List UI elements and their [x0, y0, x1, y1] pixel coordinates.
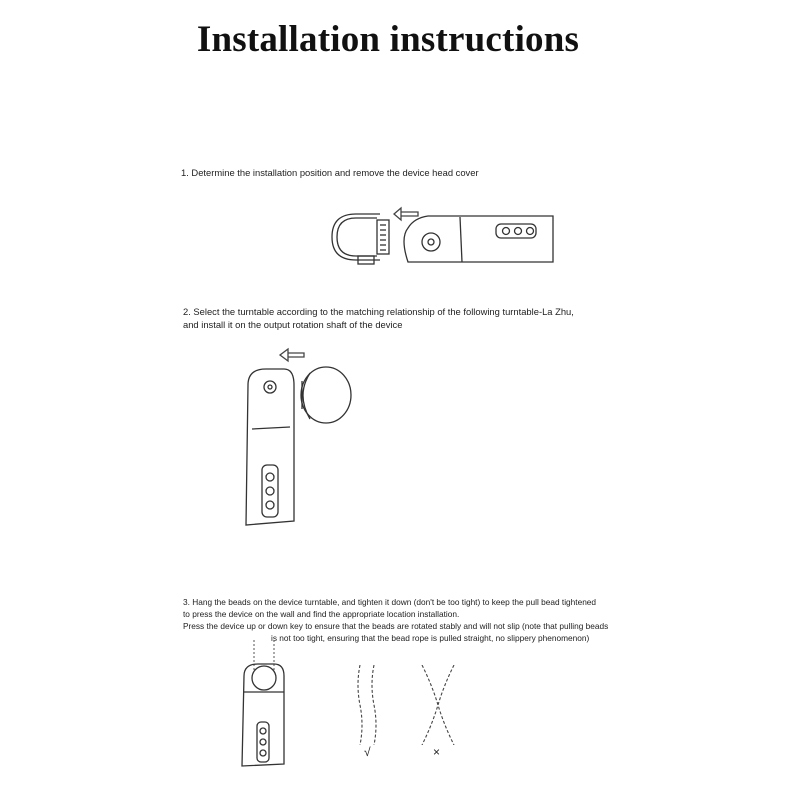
turntable-icon [301, 367, 351, 423]
device-body-icon [404, 216, 553, 262]
bead-chain-icon [358, 665, 376, 745]
arrow-left-icon [394, 208, 418, 220]
bead-chain-icon [422, 665, 454, 745]
correct-chain-figure [352, 665, 382, 745]
step-3-line-3: Press the device up or down key to ensure that the beads are rotated stably and will not slip (note that pulling beads [183, 621, 609, 631]
step-2-line-1: 2. Select the turntable according to the matching relationship of the following turntable-La Zhu, [183, 306, 574, 317]
device-body-icon [242, 664, 284, 766]
step-1-text [181, 166, 479, 179]
step-1-figure [328, 200, 568, 275]
device-head-cover-icon [332, 214, 389, 264]
step-2-line-2: and install it on the output rotation shaft of the device [183, 319, 403, 330]
step-1-line-1: 1. Determine the installation position and remove the device head cover [181, 167, 479, 178]
page-title: Installation instructions [196, 19, 580, 60]
wrong-mark: × [433, 745, 441, 759]
step-3-line-1: 3. Hang the beads on the device turntable, and tighten it down (don't be too tight) to keep the pull bead tightened [183, 597, 597, 607]
step-3-text [183, 596, 608, 644]
wrong-chain-figure [418, 665, 458, 745]
step-3-device-figure [240, 640, 290, 770]
step-2-text [183, 305, 574, 331]
device-body-icon [246, 369, 294, 525]
step-3-line-2: to press the device on the wall and find the appropriate location installation. [183, 609, 460, 619]
step-2-figure [240, 345, 370, 535]
arrow-left-icon [280, 349, 304, 361]
correct-mark: √ [364, 745, 371, 759]
step-3-line-4: is not too tight, ensuring that the bead rope is pulled straight, no slippery phenomenon) [271, 633, 590, 643]
